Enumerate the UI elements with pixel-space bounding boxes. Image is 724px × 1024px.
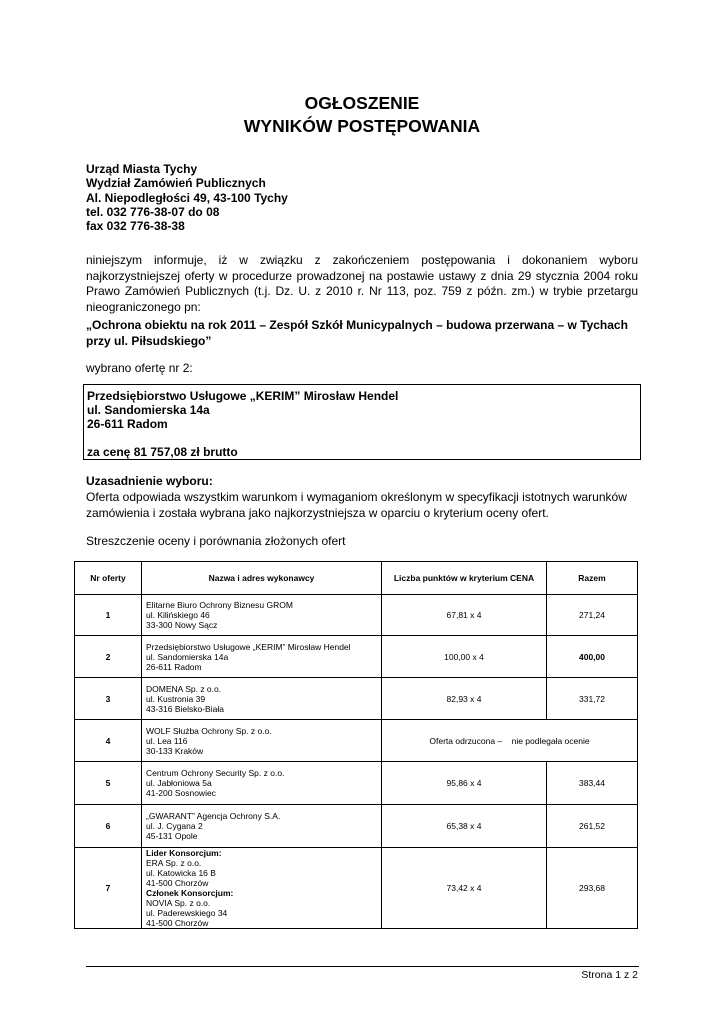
row-contractor [142, 720, 382, 762]
contractor-line: ul. Sandomierska 14a [146, 651, 229, 662]
row-points: 95,86 x 4 [382, 762, 547, 805]
document-title: OGŁOSZENIE [304, 93, 420, 113]
contractor-line: 43-316 Bielsko-Biała [146, 703, 224, 714]
table-row [75, 636, 638, 678]
tender-subject: „Ochrona obiektu na rok 2011 – Zespół Szkół Municypalnych – budowa przerwana – w Tychach przy ul. Piłsudskiego” [86, 318, 628, 348]
winner-box [83, 384, 641, 460]
row-nr: 1 [75, 595, 142, 636]
row-contractor [142, 848, 382, 929]
contractor-line: 33-300 Nowy Sącz [146, 620, 218, 630]
table-row [75, 595, 638, 636]
table-header-row [75, 562, 638, 595]
table-row [75, 762, 638, 805]
contractor-line: ul. Jabłoniowa 5a [146, 778, 212, 788]
row-nr: 2 [75, 636, 142, 678]
issuer-name: Urząd Miasta Tychy [86, 162, 198, 176]
issuer-block [86, 162, 288, 233]
contractor-line: Przedsiębiorstwo Usługowe „KERIM” Mirosław Hendel [146, 641, 351, 652]
contractor-line: NOVIA Sp. z o.o. [146, 898, 211, 908]
table-row [75, 678, 638, 720]
table-row [75, 848, 638, 929]
intro-paragraph: niniejszym informuje, iż w związku z zakończeniem postępowania i dokonaniem wyboru najkorzystniejszej oferty w procedurze prowadzonej na postawie ustawy z dnia 29 stycznia 2004 roku Prawo Zamówień Publicznych (t.j. Dz. U. z 2010 r. Nr 113, poz. 759 z późn. zm.) w trybie przetargu nieograniczonego pn: [86, 253, 638, 314]
chosen-offer-label: wybrano ofertę nr 2: [86, 361, 193, 375]
table-row [75, 805, 638, 848]
contractor-line: Elitarne Biuro Ochrony Biznesu GROM [146, 600, 293, 610]
issuer-address: Al. Niepodległości 49, 43-100 Tychy [86, 190, 288, 205]
row-rejected-note: Oferta odrzucona – nie podlegała ocenie [382, 720, 638, 762]
contractor-line: ul. Kilińskiego 46 [146, 610, 210, 620]
row-contractor [142, 805, 382, 848]
row-points: 65,38 x 4 [382, 805, 547, 848]
issuer-fax: fax 032 776-38-38 [86, 219, 185, 234]
contractor-line: ul. Katowicka 16 B [146, 868, 216, 878]
consortium-leader-label: Lider Konsorcjum: [146, 848, 222, 858]
row-total: 383,44 [547, 762, 638, 805]
row-total: 271,24 [547, 595, 638, 636]
row-total: 293,68 [547, 848, 638, 929]
row-nr: 4 [75, 720, 142, 762]
row-total: 331,72 [547, 678, 638, 720]
contractor-line: Centrum Ochrony Security Sp. z o.o. [146, 768, 285, 778]
row-points: 67,81 x 4 [382, 595, 547, 636]
winner-name: Przedsiębiorstwo Usługowe „KERIM” Mirosław Hendel [87, 389, 399, 403]
row-nr: 6 [75, 805, 142, 848]
row-contractor [142, 636, 382, 678]
row-contractor [142, 762, 382, 805]
row-points: 100,00 x 4 [382, 636, 547, 678]
contractor-line: 41-200 Sosnowiec [146, 788, 216, 798]
row-contractor [142, 678, 382, 720]
contractor-line: ERA Sp. z o.o. [146, 858, 202, 868]
row-nr: 3 [75, 678, 142, 720]
header-nr: Nr oferty [75, 562, 142, 595]
consortium-member-label: Członek Konsorcjum: [146, 888, 234, 898]
summary-label: Streszczenie oceny i porównania złożonych ofert [86, 534, 346, 548]
justification-text: Oferta odpowiada wszystkim warunkom i wymaganiom określonym w specyfikacji istotnych warunków zamówienia i została wybrana jako najkorzystniejsza w oparciu o kryterium oceny ofert. [86, 490, 627, 520]
contractor-line: ul. Lea 116 [146, 735, 188, 746]
row-points: 73,42 x 4 [382, 848, 547, 929]
row-total: 261,52 [547, 805, 638, 848]
header-points: Liczba punktów w kryterium CENA [382, 562, 547, 595]
contractor-line: DOMENA Sp. z o.o. [146, 683, 222, 694]
contractor-line: „GWARANT” Agencja Ochrony S.A. [146, 811, 281, 821]
page-number: Strona 1 z 2 [581, 969, 638, 981]
contractor-line: ul. J. Cygana 2 [146, 821, 203, 831]
table-row [75, 720, 638, 762]
contractor-line: 41-500 Chorzów [146, 878, 209, 888]
row-nr: 5 [75, 762, 142, 805]
contractor-line: 30-133 Kraków [146, 745, 204, 756]
contractor-line: WOLF Służba Ochrony Sp. z o.o. [146, 725, 272, 736]
results-table [74, 561, 638, 929]
winner-city: 26-611 Radom [87, 417, 168, 431]
document-subtitle: WYNIKÓW POSTĘPOWANIA [243, 116, 481, 136]
row-total: 400,00 [547, 636, 638, 678]
row-nr: 7 [75, 848, 142, 929]
contractor-line: 45-131 Opole [146, 831, 198, 841]
contractor-line: 41-500 Chorzów [146, 918, 209, 928]
winner-street: ul. Sandomierska 14a [87, 403, 210, 417]
row-points: 82,93 x 4 [382, 678, 547, 720]
issuer-department: Wydział Zamówień Publicznych [86, 176, 266, 191]
contractor-line: 26-611 Radom [146, 661, 202, 672]
winner-price: za cenę 81 757,08 zł brutto [87, 445, 238, 459]
contractor-line: ul. Paderewskiego 34 [146, 908, 228, 918]
header-total: Razem [547, 562, 638, 595]
header-name: Nazwa i adres wykonawcy [142, 562, 382, 595]
footer-divider [86, 966, 639, 967]
issuer-phone: tel. 032 776-38-07 do 08 [86, 204, 220, 219]
justification-heading: Uzasadnienie wyboru: [86, 474, 213, 488]
row-contractor [142, 595, 382, 636]
contractor-line: ul. Kustronia 39 [146, 693, 206, 704]
